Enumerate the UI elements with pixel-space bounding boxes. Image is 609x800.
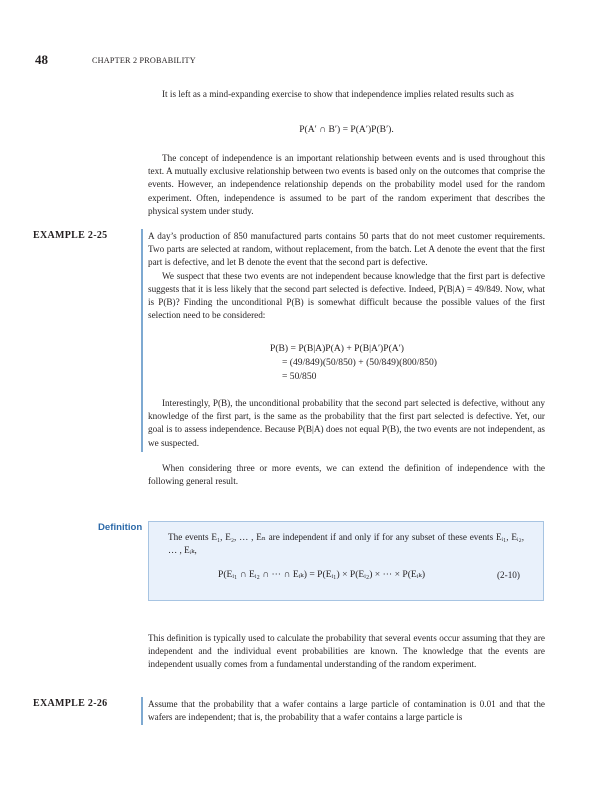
equation-line-3: = 50/850 <box>270 370 317 382</box>
example-2-25-body <box>148 230 545 322</box>
intro-paragraph-2: The concept of independence is an important relationship between events and is used throughout this text. A mutually exclusive relationship between two events is based only on the outcomes that comprise the events. However, an independence relationship depends on the probability model used for the random experiment. Often, independence is assumed to be part of the random experiment that describes the physical system under study. <box>148 153 545 216</box>
example-2-26-paragraph-1: Assume that the probability that a wafer contains a large particle of contamination is 0.01 and that the wafers are independent; that is, the probability that a wafer contains a large particle is <box>148 699 545 723</box>
equation-line-1: P(B) = P(B|A)P(A) + P(B|A′)P(A′) <box>270 343 404 354</box>
example-2-25-paragraph-3: Interestingly, P(B), the unconditional probability that the second part selected is defective, without any knowledge of the first part, is the same as the probability that the first part selected is defective. Yet, our goal is to assess independence. Because P(B|A) does not equal P(B), the two events are not independent, as we suspected. <box>148 398 545 448</box>
definition-text: The events E₁, E₂, … , Eₙ are independent if and only if for any subset of these events Eᵢ₁, Eᵢ₂, … , Eᵢₖ, <box>168 532 524 556</box>
equation-line-2: = (49/849)(50/850) + (50/849)(800/850) <box>270 356 437 368</box>
intro-paragraph-1: It is left as a mind-expanding exercise to show that independence implies related results such as <box>162 89 514 99</box>
example-2-26-label: EXAMPLE 2-26 <box>33 698 108 709</box>
example-2-25-equation <box>270 342 437 383</box>
after-definition-paragraph: This definition is typically used to calculate the probability that several events occur assuming that they are independent and the individual event probabilities are known. The knowledge that the events are independent usually comes from a fundamental understanding of the random experiment. <box>148 633 545 670</box>
example-2-25-paragraph-2: We suspect that these two events are not independent because knowledge that the first part is defective suggests that it is less likely that the second part selected is defective. Indeed, P(B|A) = 49/849. Now, what is P(B)? Finding the unconditional P(B) is somewhat difficult because the possible values of the first selection need to be considered: <box>148 270 545 321</box>
example-2-25-paragraph-1: A day’s production of 850 manufactured parts contains 50 parts that do not meet customer requirements. Two parts are selected at random, without replacement, from the batch. Let A denote the event that the first part is defective, and let B denote the event that the second part is defective. <box>148 231 545 268</box>
intro-equation: P(A′ ∩ B′) = P(A′)P(B′). <box>299 124 394 135</box>
example-2-25-label: EXAMPLE 2-25 <box>33 230 108 241</box>
definition-label: Definition <box>98 522 143 533</box>
page-number: 48 <box>35 52 48 67</box>
chapter-heading: CHAPTER 2 PROBABILITY <box>92 56 196 65</box>
definition-equation: P(Eᵢ₁ ∩ Eᵢ₂ ∩ ⋯ ∩ Eᵢₖ) = P(Eᵢ₁) × P(Eᵢ₂) × ⋯ × P(Eᵢₖ) <box>218 569 426 580</box>
equation-number: (2-10) <box>497 570 520 580</box>
example-2-26-bar <box>141 697 143 725</box>
transition-paragraph: When considering three or more events, we can extend the definition of independence with the following general result. <box>148 463 545 487</box>
example-2-25-bar <box>141 229 143 452</box>
